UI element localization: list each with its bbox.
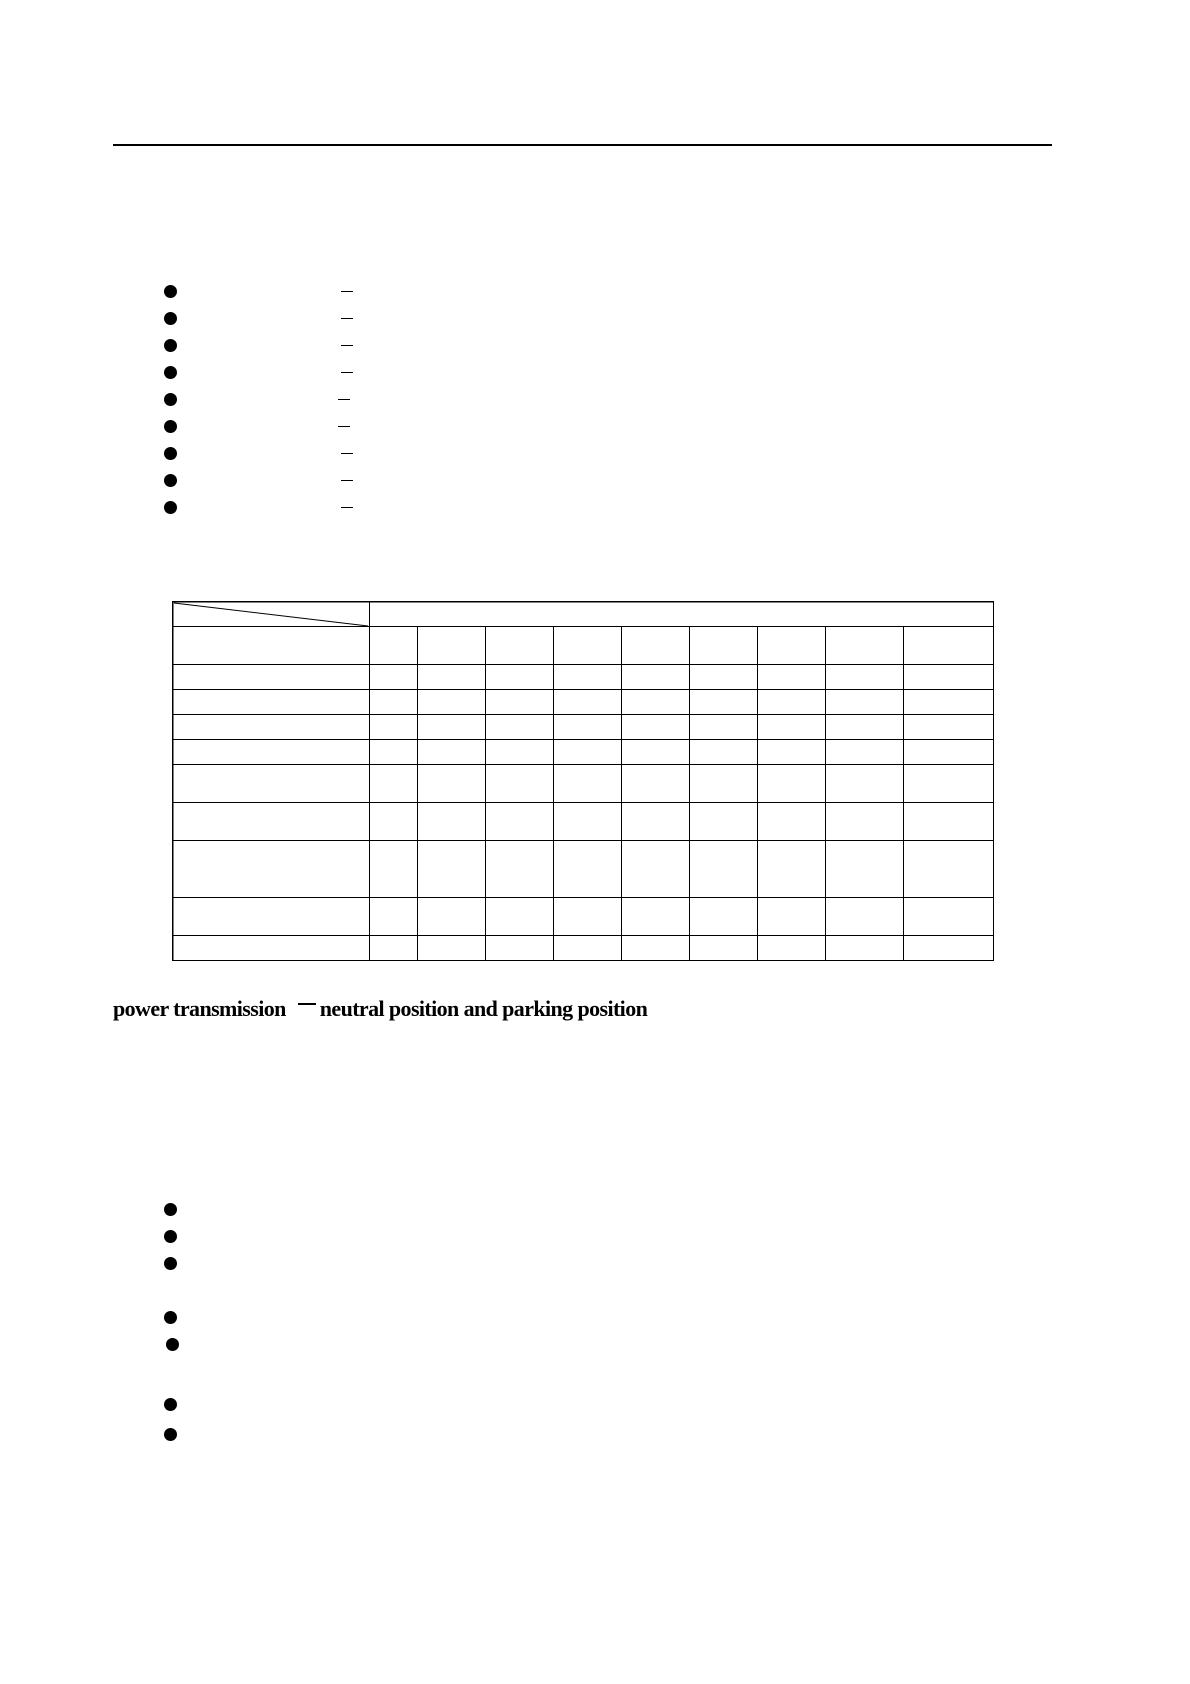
dash-icon bbox=[341, 372, 353, 373]
dash-icon bbox=[338, 399, 350, 400]
dash-icon bbox=[341, 291, 353, 292]
bullet-icon bbox=[164, 447, 177, 460]
bullet-icon bbox=[164, 1257, 177, 1270]
bullet-icon bbox=[164, 285, 177, 298]
bullet-icon bbox=[164, 366, 177, 379]
dash-icon bbox=[338, 426, 350, 427]
heading-part-2: neutral position and parking position bbox=[319, 996, 648, 1021]
bullet-icon bbox=[164, 1230, 177, 1243]
bullet-icon bbox=[164, 1428, 177, 1441]
bullet-icon bbox=[164, 312, 177, 325]
bullet-icon bbox=[164, 1398, 177, 1411]
bullet-icon bbox=[164, 393, 177, 406]
bullet-icon bbox=[164, 339, 177, 352]
bullet-icon bbox=[166, 1338, 179, 1351]
dash-icon bbox=[341, 507, 353, 508]
gear-table bbox=[172, 601, 994, 961]
heading-part-1: power transmission bbox=[113, 996, 286, 1021]
dash-icon bbox=[298, 1003, 316, 1005]
dash-icon bbox=[341, 345, 353, 346]
dash-icon bbox=[341, 453, 353, 454]
bullet-icon bbox=[164, 474, 177, 487]
section-heading bbox=[113, 996, 647, 1022]
gear-table-grid bbox=[172, 601, 994, 961]
dash-icon bbox=[341, 318, 353, 319]
bullet-icon bbox=[164, 420, 177, 433]
bullet-icon bbox=[164, 1203, 177, 1216]
bullet-icon bbox=[164, 1311, 177, 1324]
header-rule bbox=[113, 144, 1052, 146]
bullet-icon bbox=[164, 501, 177, 514]
dash-icon bbox=[341, 480, 353, 481]
